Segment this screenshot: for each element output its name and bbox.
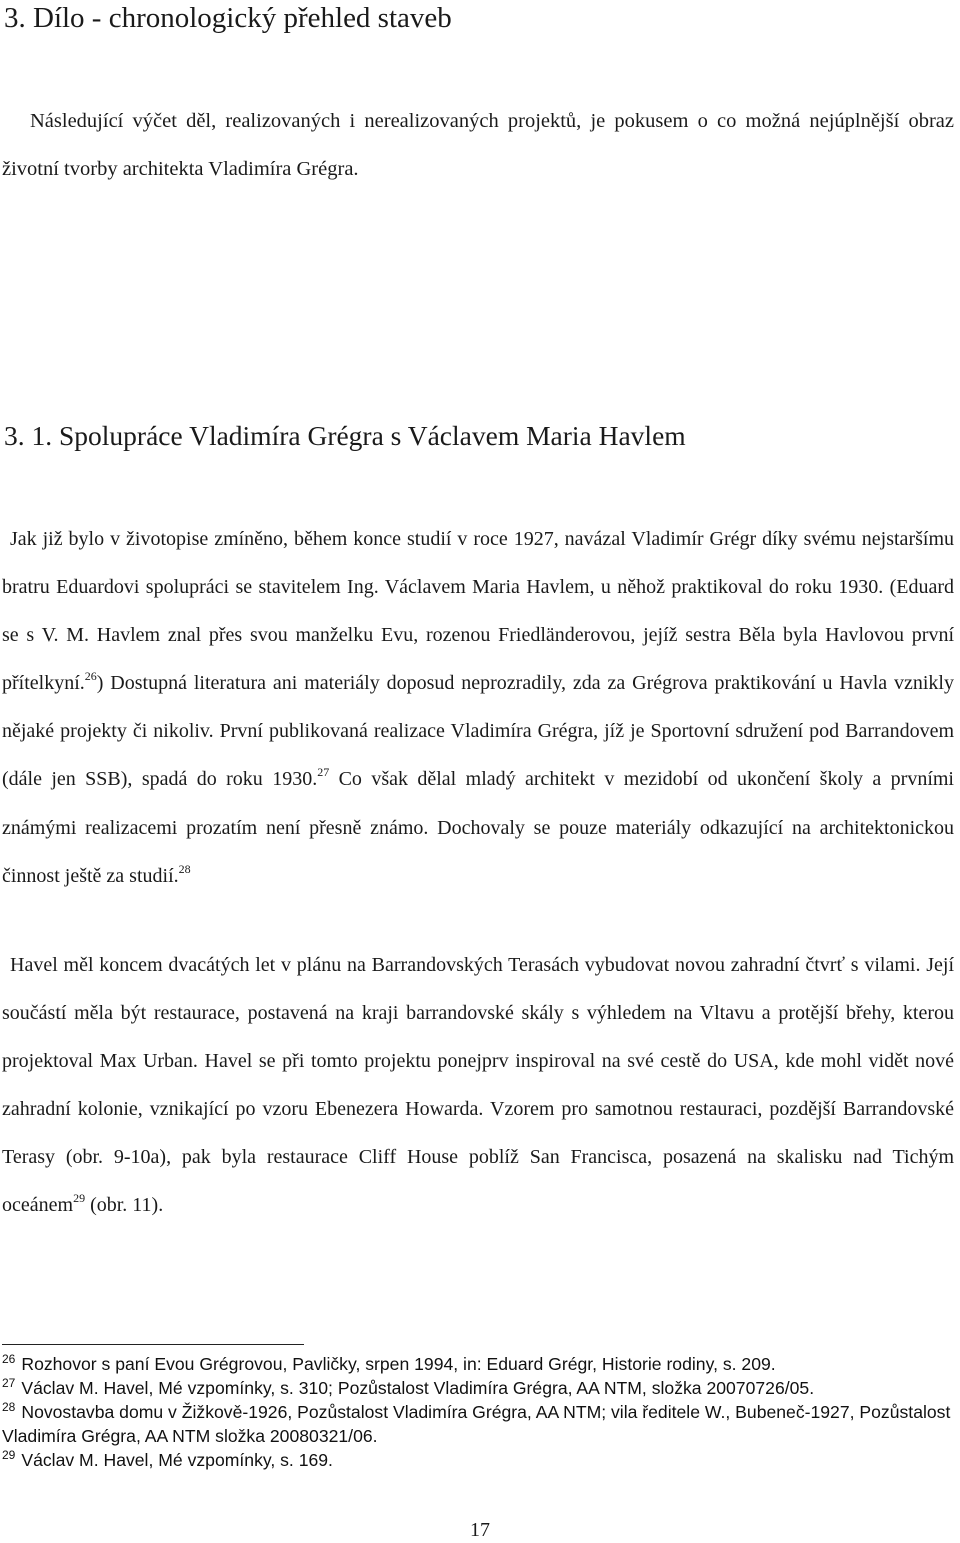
chapter-heading: 3. Dílo - chronologický přehled staveb	[4, 2, 452, 34]
body-paragraph-2	[2, 941, 954, 1230]
footnote-ref-26[interactable]: 26	[84, 669, 97, 684]
page-number: 17	[470, 1519, 490, 1541]
footnote-separator	[2, 1344, 304, 1345]
footnote-ref-28[interactable]: 28	[178, 861, 191, 876]
footnote-number: 28	[2, 1400, 16, 1414]
footnote-ref-29[interactable]: 29	[73, 1191, 86, 1206]
footnote-number: 29	[2, 1448, 16, 1462]
footnote-29	[2, 1448, 952, 1472]
footnote-text: Rozhovor s paní Evou Grégrovou, Pavličky, srpen 1994, in: Eduard Grégr, Historie rodiny, s. 209.	[21, 1354, 776, 1374]
footnote-ref-27[interactable]: 27	[317, 765, 330, 780]
paragraph-text: Jak již bylo v životopise zmíněno, během konce studií v roce 1927, navázal Vladimír Grégr díky svému nejstaršímu bratru Eduardovi spolupráci se stavitelem Ing. Václavem Maria Havlem, u něhož praktikoval do roku 1930. (Eduard se s V. M. Havlem znal přes svou manželku Evu, rozenou Friedländerovou, jejíž sestra Běla byla Havlovou první přítelkyní.	[2, 528, 954, 695]
footnote-26	[2, 1352, 952, 1376]
footnote-number: 27	[2, 1376, 16, 1390]
footnote-number: 26	[2, 1352, 16, 1366]
body-paragraph-1	[2, 515, 954, 900]
footnote-text: Novostavba domu v Žižkově-1926, Pozůstalost Vladimíra Grégra, AA NTM; vila ředitele W., Bubeneč-1927, Pozůstalost Vladimíra Grégra, AA NTM složka 20080321/06.	[2, 1402, 951, 1446]
paragraph-text: (obr. 11).	[85, 1194, 164, 1217]
paragraph-text: Co však dělal mladý architekt v mezidobí od ukončení školy a prvními známými realizacemi prozatím není přesně známo. Dochovaly se pouze materiály odkazující na architektonickou činnost ještě za studií.	[2, 768, 954, 887]
footnote-27	[2, 1376, 952, 1400]
footnote-28	[2, 1400, 952, 1448]
intro-paragraph: Následující výčet děl, realizovaných i nerealizovaných projektů, je pokusem o co možná nejúplnější obraz životní tvorby architekta Vladimíra Grégra.	[2, 110, 954, 180]
footnote-text: Václav M. Havel, Mé vzpomínky, s. 310; Pozůstalost Vladimíra Grégra, AA NTM, složka 20070726/05.	[21, 1378, 815, 1398]
footnotes	[2, 1352, 952, 1472]
paragraph-text: Havel měl koncem dvacátých let v plánu na Barrandovských Terasách vybudovat novou zahradní čtvrť s vilami. Její součástí měla být restaurace, postavená na kraji barrandovské skály s výhledem na Vltavu a protější břehy, kterou projektoval Max Urban. Havel se při tomto projektu ponejprv inspiroval na své cestě do USA, kde mohl vidět nové zahradní kolonie, vznikající po vzoru Ebenezera Howarda. Vzorem pro samotnou restauraci, pozdější Barrandovské Terasy (obr. 9-10a), pak byla restaurace Cliff House poblíž San Francisca, posazená na skalisku nad Tichým oceánem	[2, 954, 954, 1217]
paragraph-text: ) Dostupná literatura ani materiály doposud neprozradily, zda za Grégrova praktikování u Havla vznikly nějaké projekty či nikoliv. První publikovaná realizace Vladimíra Grégra, jíž je Sportovní sdružení pod Barrandovem (dále jen SSB), spadá do roku 1930.	[2, 672, 954, 791]
section-heading: 3. 1. Spolupráce Vladimíra Grégra s Václavem Maria Havlem	[4, 420, 686, 451]
footnote-text: Václav M. Havel, Mé vzpomínky, s. 169.	[21, 1450, 333, 1470]
